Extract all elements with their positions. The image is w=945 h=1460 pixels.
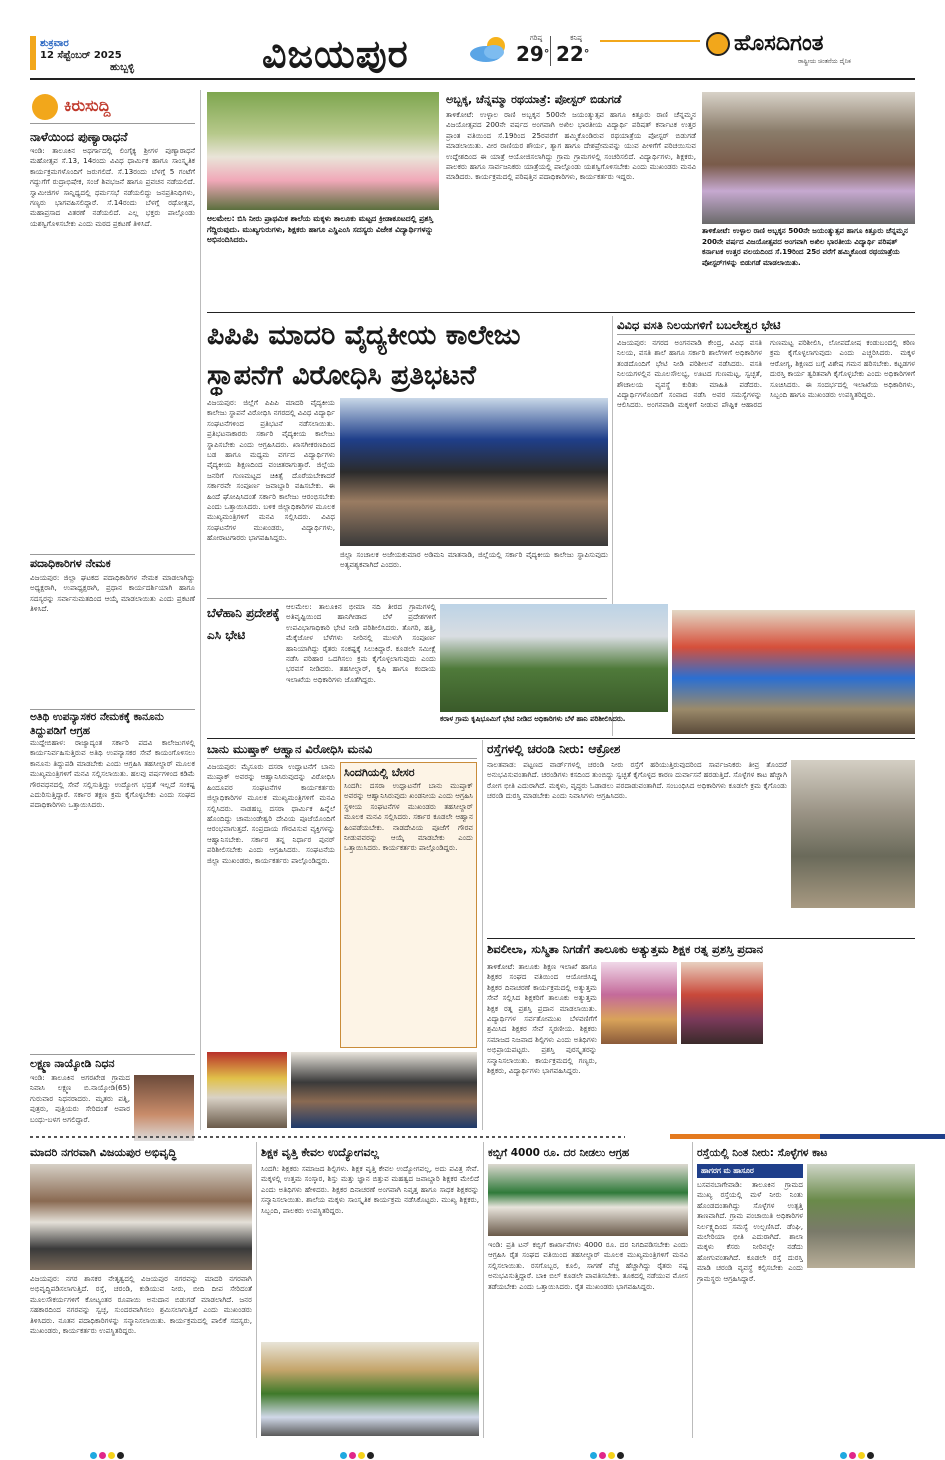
story-body: ಮುದ್ದೇಬಿಹಾಳ: ರಾಜ್ಯಾದ್ಯಂತ ಸರ್ಕಾರಿ ಪದವಿ ಕಾಲೇಜುಗಳಲ್ಲಿ ಕಾರ್ಯನಿರ್ವಹಿಸುತ್ತಿರುವ ಅತಿಥಿ ಉಪನ್ಯಾಸಕರ ಸೇವೆ ಕಾಯಂಗೊಳಿಸಲು ಕಾನೂನು ತಿದ್ದುಪಡಿ ಮಾಡಬೇಕು ಎಂದು ಆಗ್ರಹಿಸಿ ತಹಸೀಲ್ದಾರ್ ಮೂಲಕ ಮುಖ್ಯಮಂತ್ರಿಗಳಿಗೆ ಮನವಿ ಸಲ್ಲಿಸಲಾಯಿತು. ಹಲವು ವರ್ಷಗಳಿಂದ ಕಡಿಮೆ ಗೌರವಧನದಲ್ಲಿ ಸೇವೆ ಸಲ್ಲಿಸುತ್ತಿದ್ದು ಉದ್ಯೋಗ ಭದ್ರತೆ ಇಲ್ಲದೆ ಸಂಕಷ್ಟ ಎದುರಿಸುತ್ತಿದ್ದಾರೆ. ಸರ್ಕಾರ ತಕ್ಷಣ ಕ್ರಮ ಕೈಗೊಳ್ಳಬೇಕು ಎಂದು ಸಂಘದ ಪದಾಧಿಕಾರಿಗಳು ಒತ್ತಾಯಿಸಿದರು.	[30, 738, 195, 810]
lead-headline-line1: ಪಿಪಿಪಿ ಮಾದರಿ ವೈದ್ಯಕೀಯ ಕಾಲೇಜು	[207, 320, 521, 351]
brand-name: ಹೊಸದಿಗಂತ	[734, 31, 824, 56]
story-body: ಇಂಡಿ: ತಾಲೂಕಿನ ಅಗರಖೇಡ ಗ್ರಾಮದ ನಿವಾಸಿ ಲಕ್ಷ್ಮಣ ಬಿ.ನಾಯ್ಕೋಡಿ(65) ಗುರುವಾರ ನಿಧನರಾದರು. ಮೃತರು ಪತ್ನಿ, ಪುತ್ರರು, ಪುತ್ರಿಯರು ಸೇರಿದಂತೆ ಅಪಾರ ಬಂಧು-ಬಳಗ ಅಗಲಿದ್ದಾರೆ.	[30, 1073, 130, 1124]
story-body: ವಿಜಯಪುರ: ಜಿಲ್ಲಾ ಘಟಕದ ಪದಾಧಿಕಾರಿಗಳ ನೇಮಕ ಮಾಡಲಾಗಿದ್ದು ಅಧ್ಯಕ್ಷರಾಗಿ, ಉಪಾಧ್ಯಕ್ಷರಾಗಿ, ಪ್ರಧಾನ ಕಾರ್ಯದರ್ಶಿಯಾಗಿ ಹಾಗೂ ಸದಸ್ಯರನ್ನು ಸರ್ವಾನುಮತದಿಂದ ಆಯ್ಕೆ ಮಾಡಲಾಯಿತು ಎಂದು ಪ್ರಕಟಣೆ ತಿಳಿಸಿದೆ.	[30, 573, 195, 614]
students-group-photo	[207, 92, 439, 210]
model-city-body: ವಿಜಯಪುರ: ನಗರ ಶಾಸಕರ ನೇತೃತ್ವದಲ್ಲಿ ವಿಜಯಪುರ ನಗರವನ್ನು ಮಾದರಿ ನಗರವಾಗಿ ಅಭಿವೃದ್ಧಿಪಡಿಸಲಾಗುತ್ತಿದೆ. ರಸ್ತೆ, ಚರಂಡಿ, ಕುಡಿಯುವ ನೀರು, ಬೀದಿ ದೀಪ ಸೇರಿದಂತೆ ಮೂಲಸೌಕರ್ಯಗಳಿಗೆ ಕೋಟ್ಯಂತರ ರೂಪಾಯಿ ಅನುದಾನ ಬಿಡುಗಡೆ ಮಾಡಲಾಗಿದೆ. ಜನರ ಸಹಕಾರದಿಂದ ನಗರವನ್ನು ಸ್ವಚ್ಛ, ಸುಂದರವಾಗಿಸಲು ಶ್ರಮಿಸಲಾಗುತ್ತಿದೆ ಎಂದು ಮುಖಂಡರು ತಿಳಿಸಿದರು. ನೂತನ ಪದಾಧಿಕಾರಿಗಳನ್ನು ಸನ್ಮಾನಿಸಲಾಯಿತು. ಕಾರ್ಯಕ್ರಮದಲ್ಲಿ ಪಾಲಿಕೆ ಸದಸ್ಯರು, ಮುಖಂಡರು, ಕಾರ್ಯಕರ್ತರು ಉಪಸ್ಥಿತರಿದ್ದರು.	[30, 1274, 252, 1336]
sindagi-headline: ಸಿಂದಗಿಯಲ್ಲಿ ಬೇಸರ	[344, 766, 415, 779]
banu-body: ವಿಜಯಪುರ: ಮೈಸೂರು ದಸರಾ ಉದ್ಘಾಟನೆಗೆ ಬಾನು ಮುಷ್ತಾಕ್ ಅವರನ್ನು ಆಹ್ವಾನಿಸಿರುವುದನ್ನು ವಿರೋಧಿಸಿ ಹಿಂದೂಪರ ಸಂಘಟನೆಗಳ ಕಾರ್ಯಕರ್ತರು ಜಿಲ್ಲಾಧಿಕಾರಿಗಳ ಮೂಲಕ ಮುಖ್ಯಮಂತ್ರಿಗಳಿಗೆ ಮನವಿ ಸಲ್ಲಿಸಿದರು. ನಾಡಹಬ್ಬ ದಸರಾ ಧಾರ್ಮಿಕ ಹಿನ್ನೆಲೆ ಹೊಂದಿದ್ದು ಚಾಮುಂಡೇಶ್ವರಿ ದೇವಿಯ ಪೂಜೆಯೊಂದಿಗೆ ಆರಂಭವಾಗುತ್ತದೆ. ಸಂಪ್ರದಾಯ ಗೌರವಿಸುವ ವ್ಯಕ್ತಿಗಳನ್ನು ಆಹ್ವಾನಿಸಬೇಕು. ಸರ್ಕಾರ ತನ್ನ ನಿರ್ಧಾರ ಪುನರ್ ಪರಿಶೀಲಿಸಬೇಕು ಎಂದು ಆಗ್ರಹಿಸಿದರು. ಸಂಘಟನೆಯ ಜಿಲ್ಲಾ ಮುಖಂಡರು, ಕಾರ್ಯಕರ್ತರು ಪಾಲ್ಗೊಂಡಿದ್ದರು.	[207, 762, 335, 865]
teacher-day-photo	[261, 1342, 479, 1436]
sugarcane-headline: ಕಬ್ಬಿಗೆ 4000 ರೂ. ದರ ನೀಡಲು ಆಗ್ರಹ	[488, 1147, 630, 1159]
stagnant-water-photo	[807, 1164, 915, 1268]
anganwadi-photo	[672, 610, 915, 734]
hostel-visit-body: ವಿಜಯಪುರ: ನಗರದ ಅಂಗನವಾಡಿ ಕೇಂದ್ರ, ವಿವಿಧ ವಸತಿ ನಿಲಯ, ವಸತಿ ಶಾಲೆ ಹಾಗೂ ಸರ್ಕಾರಿ ಶಾಲೆಗಳಿಗೆ ಅಧಿಕಾರಿಗಳ ತಂಡದೊಂದಿಗೆ ಭೇಟಿ ನೀಡಿ ಪರಿಶೀಲನೆ ನಡೆಸಿದರು. ವಸತಿ ನಿಲಯಗಳಲ್ಲಿನ ಮೂಲಸೌಲಭ್ಯ, ಊಟದ ಗುಣಮಟ್ಟ, ಸ್ವಚ್ಛತೆ, ಶೌಚಾಲಯ ವ್ಯವಸ್ಥೆ ಕುರಿತು ಮಾಹಿತಿ ಪಡೆದರು. ವಿದ್ಯಾರ್ಥಿಗಳೊಂದಿಗೆ ಸಂವಾದ ನಡೆಸಿ ಅವರ ಸಮಸ್ಯೆಗಳನ್ನು ಆಲಿಸಿದರು. ಅಂಗನವಾಡಿ ಮಕ್ಕಳಿಗೆ ನೀಡುವ ಪೌಷ್ಟಿಕ ಆಹಾರದ ಗುಣಮಟ್ಟ ಪರಿಶೀಲಿಸಿ, ಲೋಪದೋಷ ಕಂಡುಬಂದಲ್ಲಿ ಕಠಿಣ ಕ್ರಮ ಕೈಗೊಳ್ಳಲಾಗುವುದು ಎಂದು ಎಚ್ಚರಿಸಿದರು. ಮಕ್ಕಳ ಆರೋಗ್ಯ, ಶಿಕ್ಷಣದ ಬಗ್ಗೆ ವಿಶೇಷ ಗಮನ ಹರಿಸಬೇಕು. ಕಟ್ಟಡಗಳ ದುರಸ್ತಿ ಕಾರ್ಯ ತ್ವರಿತವಾಗಿ ಕೈಗೊಳ್ಳಬೇಕು ಎಂದು ಅಧಿಕಾರಿಗಳಿಗೆ ಸೂಚಿಸಿದರು. ಈ ಸಂದರ್ಭದಲ್ಲಿ ಇಲಾಖೆಯ ಅಧಿಕಾರಿಗಳು, ಸಿಬ್ಬಂದಿ ಹಾಗೂ ಮುಖಂಡರು ಉಪಸ್ಥಿತರಿದ್ದರು.	[617, 338, 915, 410]
flood-field-photo	[440, 604, 668, 712]
kirusuddi-column	[30, 90, 195, 1190]
registration-marks	[590, 1444, 626, 1460]
drainage-photo	[791, 760, 915, 908]
crop-loss-body: ಆಲಮೇಲ: ತಾಲೂಕಿನ ಭೀಮಾ ನದಿ ತೀರದ ಗ್ರಾಮಗಳಲ್ಲಿ ಅತಿವೃಷ್ಟಿಯಿಂದ ಹಾನಿಗೀಡಾದ ಬೆಳೆ ಪ್ರದೇಶಗಳಿಗೆ ಉಪವಿಭಾಗಾಧಿಕಾರಿ ಭೇಟಿ ನೀಡಿ ಪರಿಶೀಲಿಸಿದರು. ತೊಗರಿ, ಹತ್ತಿ, ಮೆಕ್ಕೆಜೋಳ ಬೆಳೆಗಳು ನೀರಿನಲ್ಲಿ ಮುಳುಗಿ ಸಂಪೂರ್ಣ ಹಾನಿಯಾಗಿದ್ದು ರೈತರು ಸಂಕಷ್ಟಕ್ಕೆ ಸಿಲುಕಿದ್ದಾರೆ. ಕೂಡಲೇ ಸಮೀಕ್ಷೆ ನಡೆಸಿ ಪರಿಹಾರ ಒದಗಿಸಲು ಕ್ರಮ ಕೈಗೊಳ್ಳಲಾಗುವುದು ಎಂದು ಭರವಸೆ ನೀಡಿದರು. ತಹಸೀಲ್ದಾರ್, ಕೃಷಿ ಹಾಗೂ ಕಂದಾಯ ಇಲಾಖೆಯ ಅಧಿಕಾರಿಗಳು ಜೊತೆಗಿದ್ದರು.	[286, 602, 436, 684]
lead-headline-line2: ಸ್ಥಾಪನೆಗೆ ವಿರೋಧಿಸಿ ಪ್ರತಿಭಟನೆ	[207, 360, 477, 391]
brand-tagline: ರಾಷ್ಟ್ರೀಯ ಚಿಂತನೆಯ ದೈನಿಕ	[798, 58, 851, 65]
registration-marks	[840, 1444, 876, 1460]
kirusuddi-title: ಕಿರುಸುದ್ದಿ	[64, 96, 111, 115]
memorandum-photo-2	[291, 1052, 477, 1128]
byline	[697, 1164, 803, 1178]
story-heading: ಪದಾಧಿಕಾರಿಗಳ ನೇಮಕ	[30, 554, 195, 573]
masthead-left-bar	[30, 36, 36, 70]
story-heading: ನಾಳೆಯಿಂದ ಪುಣ್ಯಾರಾಧನೆ	[30, 130, 128, 144]
sugarcane-body: ಇಂಡಿ: ಪ್ರತಿ ಟನ್ ಕಬ್ಬಿಗೆ ಕಾರ್ಖಾನೆಗಳು 4000 ರೂ. ದರ ನಿಗದಿಪಡಿಸಬೇಕು ಎಂದು ಆಗ್ರಹಿಸಿ ರೈತ ಸಂಘದ ವತಿಯಿಂದ ತಹಸೀಲ್ದಾರ್ ಮೂಲಕ ಮುಖ್ಯಮಂತ್ರಿಗಳಿಗೆ ಮನವಿ ಸಲ್ಲಿಸಲಾಯಿತು. ರಸಗೊಬ್ಬರ, ಕೂಲಿ, ಸಾಗಣೆ ವೆಚ್ಚ ಹೆಚ್ಚಾಗಿದ್ದು ರೈತರು ನಷ್ಟ ಅನುಭವಿಸುತ್ತಿದ್ದಾರೆ. ಬಾಕಿ ಬಿಲ್ ಕೂಡಲೇ ಪಾವತಿಸಬೇಕು. ತೂಕದಲ್ಲಿ ನಡೆಯುವ ಮೋಸ ತಡೆಯಬೇಕು ಎಂದು ಒತ್ತಾಯಿಸಿದರು. ರೈತ ಮುಖಂಡರು ಭಾಗವಹಿಸಿದ್ದರು.	[488, 1240, 688, 1291]
min-temp: 22	[556, 42, 584, 66]
story-heading: ಲಕ್ಷ್ಮಣ ನಾಯ್ಕೋಡಿ ನಿಧನ	[30, 1054, 195, 1073]
sindagi-body: ಸಿಂದಗಿ: ದಸರಾ ಉದ್ಘಾಟನೆಗೆ ಬಾನು ಮುಷ್ತಾಕ್ ಅವರನ್ನು ಆಹ್ವಾನಿಸಿರುವುದು ಖಂಡನೀಯ ಎಂದು ಆಗ್ರಹಿಸಿ ಸ್ಥಳೀಯ ಸಂಘಟನೆಗಳ ಮುಖಂಡರು ತಹಸೀಲ್ದಾರ್ ಮೂಲಕ ಮನವಿ ಸಲ್ಲಿಸಿದರು. ಸರ್ಕಾರ ಕೂಡಲೇ ಆಹ್ವಾನ ಹಿಂಪಡೆಯಬೇಕು. ನಾಡದೇವಿಯ ಪೂಜೆಗೆ ಗೌರವ ನೀಡುವವರನ್ನು ಆಯ್ಕೆ ಮಾಡಬೇಕು ಎಂದು ಒತ್ತಾಯಿಸಿದರು. ಕಾರ್ಯಕರ್ತರು ಪಾಲ್ಗೊಂಡಿದ್ದರು.	[344, 781, 473, 853]
lead-body: ವಿಜಯಪುರ: ಜಿಲ್ಲೆಗೆ ಪಿಪಿಪಿ ಮಾದರಿ ವೈದ್ಯಕೀಯ ಕಾಲೇಜು ಸ್ಥಾಪನೆ ವಿರೋಧಿಸಿ ನಗರದಲ್ಲಿ ವಿವಿಧ ವಿದ್ಯಾರ್ಥಿ ಸಂಘಟನೆಗಳಿಂದ ಪ್ರತಿಭಟನೆ ನಡೆಸಲಾಯಿತು. ಪ್ರತಿಭಟನಾಕಾರರು ಸರ್ಕಾರಿ ವೈದ್ಯಕೀಯ ಕಾಲೇಜು ಸ್ಥಾಪಿಸಬೇಕು ಎಂದು ಆಗ್ರಹಿಸಿದರು. ಖಾಸಗೀಕರಣದಿಂದ ಬಡ ಹಾಗೂ ಮಧ್ಯಮ ವರ್ಗದ ವಿದ್ಯಾರ್ಥಿಗಳು ವೈದ್ಯಕೀಯ ಶಿಕ್ಷಣದಿಂದ ವಂಚಿತರಾಗುತ್ತಾರೆ. ಜಿಲ್ಲೆಯ ಜನರಿಗೆ ಗುಣಮಟ್ಟದ ಚಿಕಿತ್ಸೆ ದೊರೆಯಬೇಕಾದರೆ ಸರ್ಕಾರವೇ ಸಂಪೂರ್ಣ ಜವಾಬ್ದಾರಿ ವಹಿಸಬೇಕು. ಈ ಹಿಂದೆ ಘೋಷಿಸಿದಂತೆ ಸರ್ಕಾರಿ ಕಾಲೇಜು ಆರಂಭಿಸಬೇಕು ಎಂದು ಒತ್ತಾಯಿಸಿದರು. ಬಳಿಕ ಜಿಲ್ಲಾಧಿಕಾರಿಗಳ ಮೂಲಕ ಮುಖ್ಯಮಂತ್ರಿಗಳಿಗೆ ಮನವಿ ಸಲ್ಲಿಸಿದರು. ವಿವಿಧ ಸಂಘಟನೆಗಳ ಮುಖಂಡರು, ವಿದ್ಯಾರ್ಥಿಗಳು, ಹೋರಾಟಗಾರರು ಭಾಗವಹಿಸಿದ್ದರು.	[207, 398, 335, 543]
sindagi-box	[340, 762, 477, 1048]
model-city-headline: ಮಾದರಿ ನಗರವಾಗಿ ವಿಜಯಪುರ ಅಭಿವೃದ್ಧಿ	[30, 1146, 177, 1159]
brand-emblem-icon	[706, 32, 730, 56]
teacher-award-body-right	[767, 962, 915, 1128]
max-label: ಗರಿಷ್ಠ	[529, 34, 543, 42]
kirusuddi-logo	[30, 90, 195, 124]
rally-body: ತಾಳಿಕೋಟೆ: ಉಳ್ಳಾಲ ರಾಣಿ ಅಬ್ಬಕ್ಕನ 500ನೇ ಜಯಂತ್ಯುತ್ಸವ ಹಾಗೂ ಕಿತ್ತೂರು ರಾಣಿ ಚೆನ್ನಮ್ಮನ ವಿಜಯೋತ್ಸವದ 200ನೇ ವರ್ಷದ ಅಂಗವಾಗಿ ಅಖಿಲ ಭಾರತೀಯ ವಿದ್ಯಾರ್ಥಿ ಪರಿಷತ್ ಕರ್ನಾಟಕ ಉತ್ತರ ಪ್ರಾಂತ ವತಿಯಿಂದ ಸೆ.19ರಿಂದ 25ರವರೆಗೆ ಹಮ್ಮಿಕೊಂಡಿರುವ ರಥಯಾತ್ರೆಯ ಪೋಸ್ಟರ್ ಬಿಡುಗಡೆ ಮಾಡಲಾಯಿತು. ವೀರ ರಾಣಿಯರ ಶೌರ್ಯ, ತ್ಯಾಗ ಹಾಗೂ ದೇಶಪ್ರೇಮವನ್ನು ಯುವ ಪೀಳಿಗೆಗೆ ಪರಿಚಯಿಸುವ ಉದ್ದೇಶದಿಂದ ಈ ಯಾತ್ರೆ ಆಯೋಜಿಸಲಾಗಿದ್ದು ಗ್ರಾಮ ಗ್ರಾಮಗಳಲ್ಲಿ ಸಂಚರಿಸಲಿದೆ. ವಿದ್ಯಾರ್ಥಿಗಳು, ಶಿಕ್ಷಕರು, ಪಾಲಕರು ಹಾಗೂ ಸಾರ್ವಜನಿಕರು ಯಾತ್ರೆಯಲ್ಲಿ ಪಾಲ್ಗೊಂಡು ಯಶಸ್ವಿಗೊಳಿಸಬೇಕು ಎಂದು ಮುಖಂಡರು ಮನವಿ ಮಾಡಿದರು. ಕಾರ್ಯಕ್ರಮದಲ್ಲಿ ಪರಿಷತ್ತಿನ ಪದಾಧಿಕಾರಿಗಳು, ಕಾರ್ಯಕರ್ತರು ಇದ್ದರು.	[446, 110, 696, 182]
max-temp: 29	[516, 42, 544, 66]
masthead	[0, 0, 945, 90]
registration-marks	[340, 1444, 376, 1460]
registration-marks	[90, 1444, 126, 1460]
min-temp-block	[556, 34, 596, 65]
city: ಹುಬ್ಬಳ್ಳಿ	[110, 62, 135, 73]
lead-headline	[207, 316, 607, 396]
photo-caption: ತಾಳಿಕೋಟೆ: ಉಳ್ಳಾಲ ರಾಣಿ ಅಬ್ಬಕ್ಕನ 500ನೇ ಜಯಂತ್ಯುತ್ಸವ ಹಾಗೂ ಕಿತ್ತೂರು ಚೆನ್ನಮ್ಮನ 200ನೇ ವರ್ಷದ ವಿಜಯೋತ್ಸವದ ಅಂಗವಾಗಿ ಅಖಿಲ ಭಾರತೀಯ ವಿದ್ಯಾರ್ಥಿ ಪರಿಷತ್ ಕರ್ನಾಟಕ ಉತ್ತರ ವಲಯದಿಂದ ಸೆ.19ರಿಂದ 25ರ ವರೆಗೆ ಹಮ್ಮಿಕೊಂಡ ರಥಯಾತ್ರೆಯ ಪೋಸ್ಟರ್‌ಗಳನ್ನು ಬಿಡುಗಡೆ ಮಾಡಲಾಯಿತು.	[702, 226, 908, 267]
stagnant-water-headline: ರಸ್ತೆಯಲ್ಲಿ ನಿಂತ ನೀರು: ಸೊಳ್ಳೆಗಳ ಕಾಟ	[697, 1147, 828, 1159]
stagnant-water-body: ಬಸವನಬಾಗೇವಾಡಿ: ತಾಲೂಕಿನ ಗ್ರಾಮದ ಮುಖ್ಯ ರಸ್ತೆಯಲ್ಲಿ ಮಳೆ ನೀರು ನಿಂತು ಹೊಂಡದಂತಾಗಿದ್ದು ಸೊಳ್ಳೆಗಳ ಉತ್ಪತ್ತಿ ತಾಣವಾಗಿದೆ. ಗ್ರಾಮ ಪಂಚಾಯಿತಿ ಅಧಿಕಾರಿಗಳ ನಿರ್ಲಕ್ಷ್ಯದಿಂದ ಸಮಸ್ಯೆ ಉಲ್ಬಣಿಸಿದೆ. ಡೆಂಘಿ, ಮಲೇರಿಯಾ ಭೀತಿ ಎದುರಾಗಿದೆ. ಶಾಲಾ ಮಕ್ಕಳು ಕೆಸರು ನೀರಿನಲ್ಲೇ ನಡೆದು ಹೋಗುವಂತಾಗಿದೆ. ಕೂಡಲೇ ರಸ್ತೆ ದುರಸ್ತಿ ಮಾಡಿ ಚರಂಡಿ ವ್ಯವಸ್ಥೆ ಕಲ್ಪಿಸಬೇಕು ಎಂದು ಗ್ರಾಮಸ್ಥರು ಆಗ್ರಹಿಸಿದ್ದಾರೆ.	[697, 1180, 803, 1283]
stagnant-water-body-cont	[807, 1272, 915, 1436]
lead-caption: ಜಿಲ್ಲಾ ಸಂಚಾಲಕ ಅಜೇಯಕುಮಾರ ಅಡಿಮನಿ ಮಾತನಾಡಿ, ಜಿಲ್ಲೆಯಲ್ಲಿ ಸರ್ಕಾರಿ ವೈದ್ಯಕೀಯ ಕಾಲೇಜು ಸ್ಥಾಪಿಸುವುದು ಅತ್ಯವಶ್ಯಕವಾಗಿದೆ ಎಂದರು.	[340, 550, 608, 570]
awardee-photo-2	[681, 962, 763, 1044]
photo-caption: ಕರಾಳ ಗ್ರಾಮ ಕೃಷಿಭೂಮಿಗೆ ಭೇಟಿ ನೀಡಿದ ಅಧಿಕಾರಿಗಳು ಬೆಳೆ ಹಾನಿ ಪರಿಶೀಲಿಸಿದರು.	[440, 715, 626, 723]
byline-text: ಹಾಗರಗ ಮ ಹಾಸೂರ	[701, 1166, 754, 1175]
farmers-photo	[488, 1164, 688, 1236]
hostel-visit-headline: ವಿವಿಧ ವಸತಿ ನಿಲಯಗಳಿಗೆ ಬಬಲೇಶ್ವರ ಭೇಟಿ	[617, 316, 915, 335]
edition-title: ವಿಜಯಪುರ	[262, 31, 409, 76]
drainage-headline: ರಸ್ತೆಗಳಲ್ಲಿ ಚರಂಡಿ ನೀರು: ಆಕ್ರೋಶ	[487, 742, 621, 756]
teacher-award-body: ತಾಳಿಕೋಟೆ: ತಾಲೂಕು ಶಿಕ್ಷಣ ಇಲಾಖೆ ಹಾಗೂ ಶಿಕ್ಷಕರ ಸಂಘದ ವತಿಯಿಂದ ಆಯೋಜಿಸಿದ್ದ ಶಿಕ್ಷಕರ ದಿನಾಚರಣೆ ಕಾರ್ಯಕ್ರಮದಲ್ಲಿ ಅತ್ಯುತ್ತಮ ಸೇವೆ ಸಲ್ಲಿಸಿದ ಶಿಕ್ಷಕರಿಗೆ ತಾಲೂಕು ಅತ್ಯುತ್ತಮ ಶಿಕ್ಷಕ ರತ್ನ ಪ್ರಶಸ್ತಿ ಪ್ರದಾನ ಮಾಡಲಾಯಿತು. ವಿದ್ಯಾರ್ಥಿಗಳ ಸರ್ವತೋಮುಖ ಬೆಳವಣಿಗೆಗೆ ಶ್ರಮಿಸಿದ ಶಿಕ್ಷಕರ ಸೇವೆ ಸ್ಮರಣೀಯ. ಶಿಕ್ಷಕರು ಸಮಾಜದ ನಿಜವಾದ ಶಿಲ್ಪಿಗಳು ಎಂದು ಅತಿಥಿಗಳು ಅಭಿಪ್ರಾಯಪಟ್ಟರು. ಪ್ರಶಸ್ತಿ ಪುರಸ್ಕೃತರನ್ನು ಸನ್ಮಾನಿಸಲಾಯಿತು. ಕಾರ್ಯಕ್ರಮದಲ್ಲಿ ಗಣ್ಯರು, ಶಿಕ್ಷಕರು, ವಿದ್ಯಾರ್ಥಿಗಳು ಭಾಗವಹಿಸಿದ್ದರು.	[487, 962, 597, 1076]
felicitation-photo	[30, 1164, 252, 1270]
teacher-profession-headline: ಶಿಕ್ಷಕ ವೃತ್ತಿ ಕೇವಲ ಉದ್ಯೋಗವಲ್ಲ	[261, 1146, 379, 1159]
date: 12 ಸೆಪ್ಟೆಂಬರ್ 2025	[40, 50, 122, 61]
weekday: ಶುಕ್ರವಾರ	[40, 38, 69, 49]
obituary-photo	[134, 1075, 194, 1141]
crop-loss-headline: ಬೆಳೆಹಾನಿ ಪ್ರದೇಶಕ್ಕೆ ಎಸಿ ಭೇಟಿ	[207, 606, 280, 642]
memorandum-photo-1	[207, 1052, 287, 1128]
rally-poster-photo	[702, 92, 915, 224]
drainage-body: ನಾಲತವಾಡ: ಪಟ್ಟಣದ ವಾರ್ಡ್‌ಗಳಲ್ಲಿ ಚರಂಡಿ ನೀರು ರಸ್ತೆಗೆ ಹರಿಯುತ್ತಿರುವುದರಿಂದ ಸಾರ್ವಜನಿಕರು ತೀವ್ರ ತೊಂದರೆ ಅನುಭವಿಸುವಂತಾಗಿದೆ. ಚರಂಡಿಗಳು ಕಸದಿಂದ ತುಂಬಿದ್ದು ಸ್ವಚ್ಛತೆ ಕೈಗೊಳ್ಳದ ಕಾರಣ ದುರ್ವಾಸನೆ ಹರಡುತ್ತಿದೆ. ಸೊಳ್ಳೆಗಳ ಕಾಟ ಹೆಚ್ಚಾಗಿ ರೋಗ ಭೀತಿ ಎದುರಾಗಿದೆ. ಮಕ್ಕಳು, ವೃದ್ಧರು ಓಡಾಡಲು ಪರದಾಡುವಂತಾಗಿದೆ. ಸಂಬಂಧಿಸಿದ ಅಧಿಕಾರಿಗಳು ಕೂಡಲೇ ಕ್ರಮ ಕೈಗೊಂಡು ಚರಂಡಿ ದುರಸ್ತಿ ಮಾಡಬೇಕು ಎಂದು ನಿವಾಸಿಗಳು ಆಗ್ರಹಿಸಿದರು.	[487, 760, 787, 801]
section-divider	[30, 1134, 915, 1140]
story-heading: ಅತಿಥಿ ಉಪನ್ಯಾಸಕರ ನೇಮಕಕ್ಕೆ ಕಾನೂನು ತಿದ್ದುಪಡಿಗೆ ಆಗ್ರಹ	[30, 709, 195, 738]
weather-icon	[468, 34, 512, 64]
masthead-rule	[30, 78, 915, 80]
degree-symbol: °	[583, 47, 590, 60]
teacher-award-headline: ಶಿವಲೀಲಾ, ಸುಸ್ಮಿತಾ ನಿಗಡೆಗೆ ತಾಲೂಕು ಅತ್ಯುತ್ತಮ ಶಿಕ್ಷಕ ರತ್ನ ಪ್ರಶಸ್ತಿ ಪ್ರದಾನ	[487, 942, 764, 956]
teacher-award-body-cont	[601, 1048, 763, 1128]
teacher-profession-body: ಸಿಂದಗಿ: ಶಿಕ್ಷಕರು ಸಮಾಜದ ಶಿಲ್ಪಿಗಳು. ಶಿಕ್ಷಕ ವೃತ್ತಿ ಕೇವಲ ಉದ್ಯೋಗವಲ್ಲ, ಅದು ಪವಿತ್ರ ಸೇವೆ. ಮಕ್ಕಳಲ್ಲಿ ಉತ್ತಮ ಸಂಸ್ಕಾರ, ಶಿಸ್ತು ಮತ್ತು ಜ್ಞಾನ ಬಿತ್ತುವ ಮಹತ್ವದ ಜವಾಬ್ದಾರಿ ಶಿಕ್ಷಕರ ಮೇಲಿದೆ ಎಂದು ಅತಿಥಿಗಳು ಹೇಳಿದರು. ಶಿಕ್ಷಕರ ದಿನಾಚರಣೆ ಅಂಗವಾಗಿ ನಿವೃತ್ತ ಹಾಗೂ ಸಾಧಕ ಶಿಕ್ಷಕರನ್ನು ಸನ್ಮಾನಿಸಲಾಯಿತು. ಶಾಲೆಯ ಮಕ್ಕಳು ಸಾಂಸ್ಕೃತಿಕ ಕಾರ್ಯಕ್ರಮ ನಡೆಸಿಕೊಟ್ಟರು. ಮುಖ್ಯ ಶಿಕ್ಷಕರು, ಸಿಬ್ಬಂದಿ, ಪಾಲಕರು ಉಪಸ್ಥಿತರಿದ್ದರು.	[261, 1164, 479, 1215]
photo-caption: ಆಲಮೇಲ: ಬಿಸಿ ನೀರು ಪ್ರಾಥಮಿಕ ಶಾಲೆಯ ಮಕ್ಕಳು ತಾಲೂಕು ಮಟ್ಟದ ಕ್ರೀಡಾಕೂಟದಲ್ಲಿ ಪ್ರಶಸ್ತಿ ಗೆದ್ದಿರುವುದು. ಮುಖ್ಯಗುರುಗಳು, ಶಿಕ್ಷಕರು ಹಾಗೂ ಎಸ್ಡಿಎಂಸಿ ಸದಸ್ಯರು ವಿಜೇತ ವಿದ್ಯಾರ್ಥಿಗಳನ್ನು ಅಭಿನಂದಿಸಿದರು.	[207, 214, 434, 244]
protest-photo	[340, 398, 608, 546]
brand-logo	[706, 30, 916, 72]
masthead-dateline	[40, 38, 200, 74]
banu-headline: ಬಾನು ಮುಷ್ತಾಕ್ ಆಹ್ವಾನ ವಿರೋಧಿಸಿ ಮನವಿ	[207, 740, 477, 759]
masthead-orange-line	[600, 40, 700, 42]
story-body: ಇಂಡಿ: ತಾಲೂಕಿನ ಅಥರ್ಗಾದಲ್ಲಿ ಲಿಂಗೈಕ್ಯ ಶ್ರೀಗಳ ಪುಣ್ಯಾರಾಧನೆ ಮಹೋತ್ಸವ ಸೆ.13, 14ರಂದು ವಿವಿಧ ಧಾರ್ಮಿಕ ಹಾಗೂ ಸಾಂಸ್ಕೃತಿಕ ಕಾರ್ಯಕ್ರಮಗಳೊಂದಿಗೆ ಜರುಗಲಿದೆ. ಸೆ.13ರಂದು ಬೆಳಗ್ಗೆ 5 ಗಂಟೆಗೆ ಗದ್ದುಗೆಗೆ ರುದ್ರಾಭಿಷೇಕ, ಸಂಜೆ ಶಿವಭಜನೆ ಹಾಗೂ ಪ್ರವಚನ ನಡೆಯಲಿದೆ. ಸ್ವಾಮೀಜಿಗಳ ಸಾನ್ನಿಧ್ಯದಲ್ಲಿ ಧರ್ಮಸಭೆ ನಡೆಯಲಿದ್ದು ಜನಪ್ರತಿನಿಧಿಗಳು, ಗಣ್ಯರು ಭಾಗವಹಿಸಲಿದ್ದಾರೆ. ಸೆ.14ರಂದು ಬೆಳಗ್ಗೆ ರಥೋತ್ಸವ, ಮಹಾಪ್ರಸಾದ ವಿತರಣೆ ನಡೆಯಲಿದೆ. ಎಲ್ಲ ಭಕ್ತರು ಪಾಲ್ಗೊಂಡು ಯಶಸ್ವಿಗೊಳಿಸಬೇಕು ಎಂದು ಮಠದ ಪ್ರಕಟಣೆ ತಿಳಿಸಿದೆ.	[30, 146, 195, 228]
degree-symbol: °	[543, 47, 550, 60]
hand-icon	[32, 94, 58, 120]
rally-headline: ಅಬ್ಬಕ್ಕ, ಚೆನ್ನಮ್ಮಾ ರಥಯಾತ್ರೆ: ಪೋಸ್ಟರ್ ಬಿಡುಗಡೆ	[446, 93, 622, 106]
awardee-photo-1	[601, 962, 677, 1044]
min-label: ಕನಿಷ್ಠ	[570, 34, 582, 42]
